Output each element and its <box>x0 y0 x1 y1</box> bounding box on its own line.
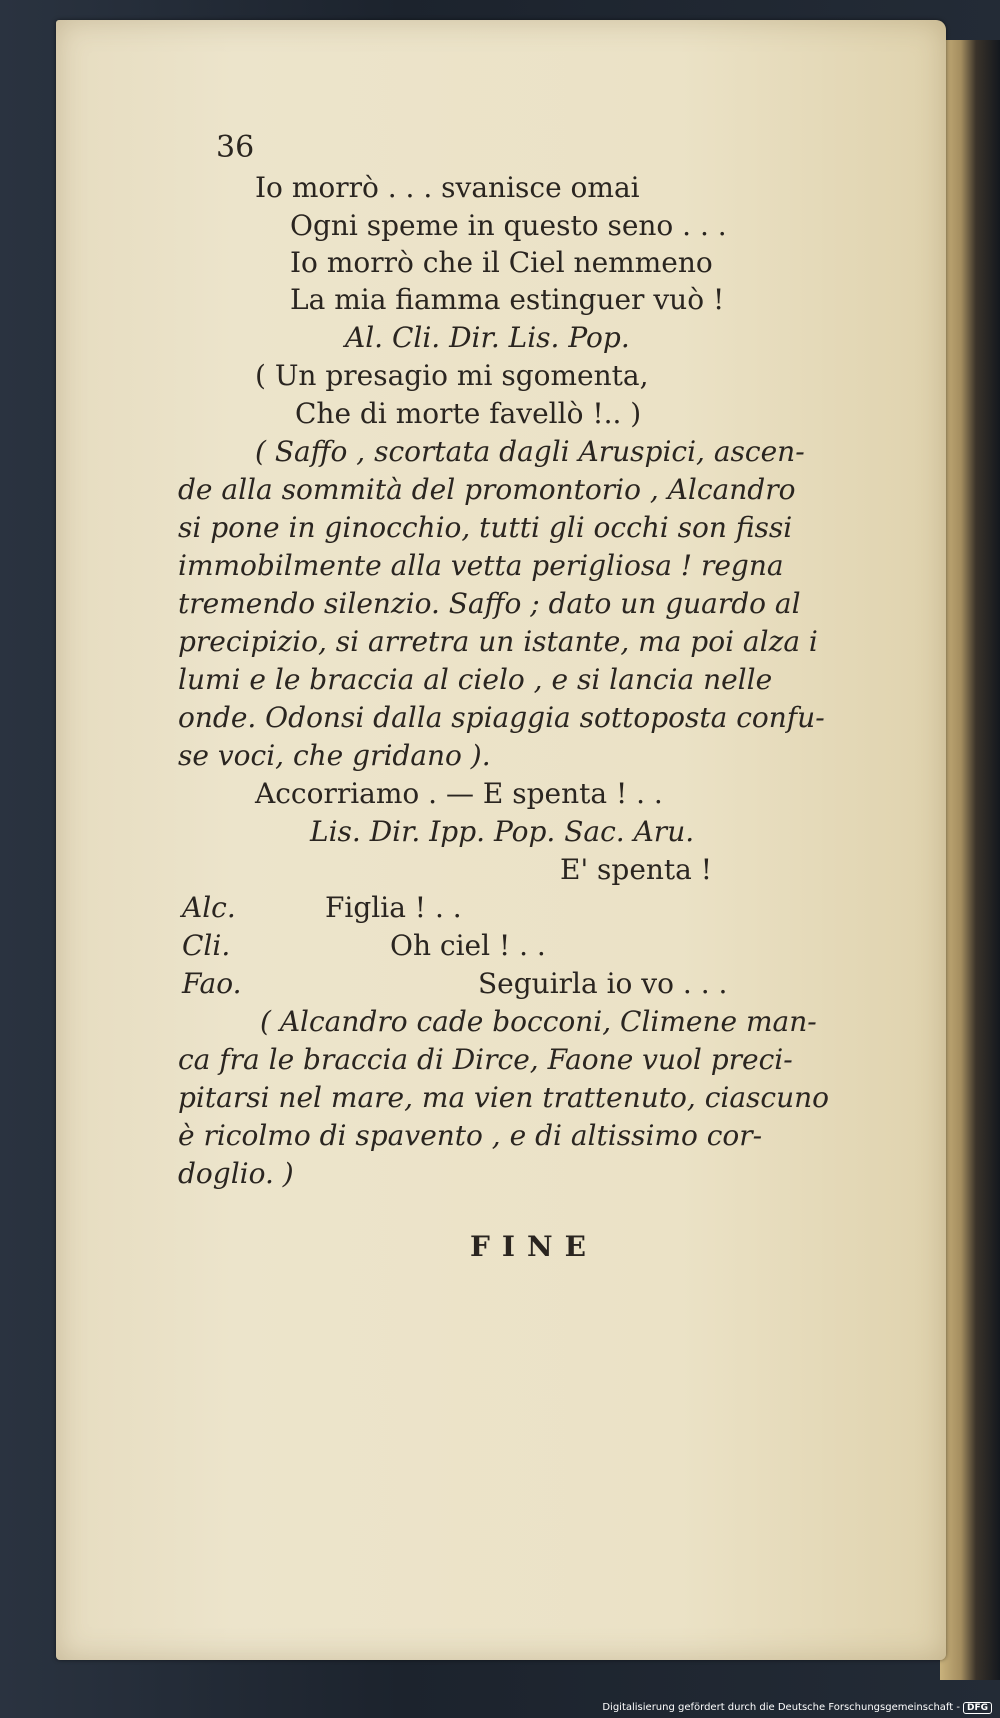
stage-direction-line: è ricolmo di spavento , e di altissimo cor- <box>178 1119 763 1152</box>
verse-line: ( Un presagio mi sgomenta, <box>255 359 649 392</box>
dfg-logo: DFG <box>963 1702 992 1714</box>
verse-line: E' spenta ! <box>560 853 713 886</box>
dialogue-line: Seguirla io vo . . . <box>478 967 728 1000</box>
verse-line: Che di morte favellò !.. ) <box>295 397 642 430</box>
stage-direction-line: si pone in ginocchio, tutti gli occhi son fissi <box>178 511 793 544</box>
page-number: 36 <box>216 130 255 165</box>
speaker-label: Fao. <box>182 967 242 1000</box>
verse-line: La mia fiamma estinguer vuò ! <box>290 283 725 316</box>
fine-heading: FINE <box>470 1230 598 1263</box>
verse-line: Accorriamo . — E spenta ! . . <box>255 777 663 810</box>
stage-direction-line: lumi e le braccia al cielo , e si lancia nelle <box>178 663 773 696</box>
stage-direction-line: doglio. ) <box>178 1157 294 1190</box>
stage-direction-line: se voci, che gridano ). <box>178 739 491 772</box>
verse-line: Ogni speme in questo seno . . . <box>290 209 727 242</box>
speaker-heading: Lis. Dir. Ipp. Pop. Sac. Aru. <box>310 815 695 848</box>
credit-text: Digitalisierung gefördert durch die Deutsche Forschungsgemeinschaft - <box>602 1702 960 1713</box>
stage-direction-line: onde. Odonsi dalla spiaggia sottoposta confu- <box>178 701 825 734</box>
stage-direction-line: ( Saffo , scortata dagli Aruspici, ascen- <box>255 435 805 468</box>
stage-direction-line: ca fra le braccia di Dirce, Faone vuol preci- <box>178 1043 793 1076</box>
stage-direction-line: ( Alcandro cade bocconi, Climene man- <box>260 1005 817 1038</box>
stage-direction-line: precipizio, si arretra un istante, ma poi alza i <box>178 625 818 658</box>
stage-direction-line: de alla sommità del promontorio , Alcandro <box>178 473 796 506</box>
verse-line: Io morrò che il Ciel nemmeno <box>290 246 713 279</box>
speaker-label: Alc. <box>182 891 236 924</box>
stage-direction-line: pitarsi nel mare, ma vien trattenuto, ciascuno <box>178 1081 829 1114</box>
stage-direction-line: immobilmente alla vetta perigliosa ! regna <box>178 549 784 582</box>
stage-direction-line: tremendo silenzio. Saffo ; dato un guardo al <box>178 587 801 620</box>
dialogue-line: Oh ciel ! . . <box>390 929 546 962</box>
speaker-label: Cli. <box>182 929 231 962</box>
speaker-heading: Al. Cli. Dir. Lis. Pop. <box>345 321 630 354</box>
verse-line: Io morrò . . . svanisce omai <box>255 171 640 204</box>
dialogue-line: Figlia ! . . <box>325 891 462 924</box>
digitization-credit <box>602 1702 992 1714</box>
